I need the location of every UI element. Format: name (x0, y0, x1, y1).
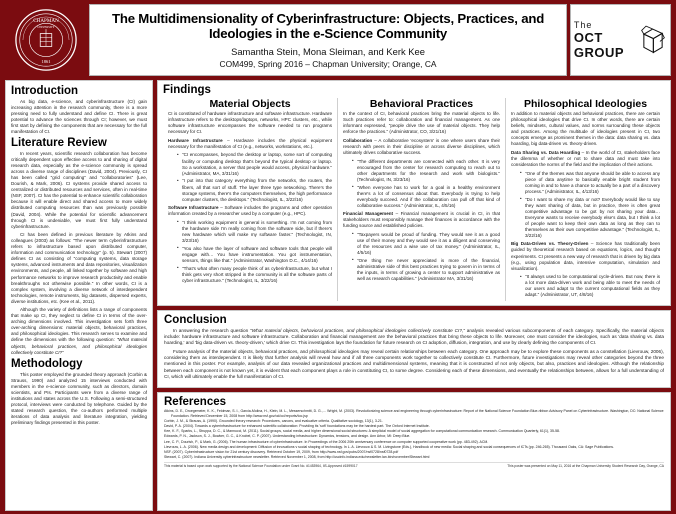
conclusion-heading: Conclusion (164, 313, 227, 326)
reference-item: Kee, K. F., Sparks, L., Struppa, D. C., & Mannucci, M. (2011). Social groups, social media, and higher dimensional social structures: A simplicial model of social aggregation for computational communication research. Communication Quarterly, 61(1), 35-58. (164, 429, 560, 434)
hardware-infrastructure-lead: Hardware Infrastructure (168, 137, 223, 143)
behavioral-practices-intro: In the context of CI, behavioral practices bring the material objects to life. Such practices refer to: collaboration and financial management. As one informant expressed, "people drive the use of material objects. They help enforce the practices." (Administrator, CO, 3/21/16) (343, 111, 500, 135)
list-item: • "Taxpayers would be proud of funding. They would see it as a good use of their money and they would see it as a diligent and conserving of the resources and a wise use of tax money." (Administrator, IL, 4/5/16) (352, 232, 500, 256)
data-sharing-quote-list (511, 171, 660, 239)
poster-header (5, 4, 671, 76)
references-heading: References (164, 395, 227, 408)
software-quote-list (168, 220, 332, 284)
author-list: Samantha Stein, Mona Sleiman, and Kerk Kee (231, 45, 425, 57)
svg-text:CHAPMAN: CHAPMAN (32, 18, 59, 25)
oct-group-logo (570, 4, 671, 76)
data-sharing-body: – In the world of CI, stakeholders face the dilemma of whether or not to share data and must take into consideration the norms of the field and the implication of their actions. (511, 149, 661, 168)
reference-item: Stewart, C. (2007). Indiana University cyberinfrastructure newsletter. Retrieved November 1, 2008, from http://uscinfo.indiana.edu/newsletter.lan.bin/november/Stewart.html (164, 455, 430, 460)
big-data-driven-paragraph (511, 241, 660, 271)
literature-review-paragraph-1: In recent years, scientific research collaboration has become critically dependent upon effective access to and sharing of digital research data, especially as the e-science community is spread across a diverse range of disciplines (David, 2004). Previously, CI has been called "grid computing" and "collaboratories" (Lee, Dourish, & Mark, 2006). CI systems provide shared access to centralized or distributed resources and services, often in real-time (NSF, 2007). CI has the potential to enhance scientific collaboration because it will enable direct and shared access to more widely distributed computing resources than was previously possible (David, 2004). While the potential for scientific advancement through CI is undeniable, we must first fully understand cyberinfrastructure. (11, 151, 147, 229)
svg-text:UNIVERSITY: UNIVERSITY (36, 24, 55, 29)
introduction-heading: Introduction (11, 85, 79, 97)
financial-quote-list (343, 232, 500, 282)
reference-item: Edwards, P. N., Jackson, S. J., Bowker, G. C., & Knobel, C. P. (2007). Understanding infrastructure: Dynamics, tensions, and design. Ann Arbor, MI: Deep Blue. (164, 434, 411, 439)
hardware-quote-list (168, 152, 332, 202)
philosophical-ideologies-column (506, 98, 665, 301)
financial-management-body: – Financial management is crucial in CI, in that stakeholders must responsibly manage their finances in accordance with the funding source and established policies. (343, 211, 501, 229)
hardware-infrastructure-paragraph (168, 138, 332, 150)
oct-group-wordmark (574, 20, 635, 60)
title-block (89, 4, 567, 76)
big-data-driven-lead: Big Data-Driven vs. Theory-Driven (511, 241, 589, 247)
literature-review-paragraph-3 (11, 307, 147, 355)
data-sharing-lead: Data Sharing vs. Data Hoarding (511, 149, 581, 155)
findings-section (157, 80, 671, 306)
findings-columns (163, 98, 665, 301)
list-item: • "I put into that category everything from the networks, the routers, the fibers, all that sort of stuff. The layer three type networking. There's the storage systems, there's the computers themselves, the high performance computer clusters, the desktops." (Technologist, IL, 3/22/16) (177, 178, 332, 202)
funding-note: This material is based upon work supported by the National Science Foundation under Grant No. #1453964, IIS-Approved #1599017 (164, 463, 358, 468)
poster-body (5, 80, 671, 511)
financial-management-lead: Financial Management (343, 211, 394, 217)
material-objects-intro: CI is constituted of hardware infrastructure and software infrastructure. Hardware infrastructure refers to the desktops/laptops, networks, HPC clusters, etc., while software infrastructure encompasses the software needed to run programs necessary for CI. (168, 111, 332, 135)
reference-item: David, P. A. (2004). Towards a cyberinfrastructure for enhanced scientific collaboration: Providing its 'soft' foundations may be the hardest part. The Oxford Internet Institute. (164, 424, 430, 429)
collaboration-body: – A collaborative 'ecosystem' is one where users share their research with peers in their discipline or across diverse disciplines, which ultimately drives collaborative success. (343, 137, 500, 155)
references-section (157, 392, 671, 511)
list-item: • "One of the themes was that anyone should be able to access any piece of data anytime to basically enable bright student from coming in and to have a chance to actually be a part of a discovery process." (Administrator, IL, 4/13/16) (520, 171, 660, 195)
hardware-infrastructure-body: – Hardware includes the physical equipment necessary for the manifestation of CI (e.g., networks, workstations, etc.). (168, 137, 332, 149)
presentation-note: This poster was presented on May 11, 2016 at the Chapman University Student Research Day, Orange, CA (507, 463, 664, 468)
list-item: • "It always used to be computational cycle-driven. But now, there is a lot more data-driven work and being able to meet the needs of our users and adapt to the current computational fields as they adapt." (Administrator, UT, 4/8/16) (520, 274, 660, 298)
philosophical-ideologies-heading: Philosophical Ideologies (523, 97, 648, 110)
seal-year: 1861 (41, 59, 51, 65)
oct-the-label: The (573, 20, 593, 30)
methodology-heading: Methodology (11, 358, 83, 371)
list-item: • "The different departments are connected with each other. It is very encouraged from the center for research computing to reach out to other departments for the research and work with biologists." (Technologist, IN, 3/23/16) (352, 159, 500, 183)
collaboration-paragraph (343, 138, 500, 156)
cube-box-icon (638, 18, 667, 62)
software-infrastructure-lead: Software Infrastructure (168, 205, 219, 211)
list-item: • "That's what often many people think of as cyberinfrastructure, but what I think gets very short stripped in the community is all the software parts of cyber infrastructure." (Technologist, IL, 3/22/16) (177, 266, 332, 284)
collaboration-quote-list (343, 159, 500, 209)
funding-footer (164, 462, 664, 468)
material-objects-heading: Material Objects (209, 97, 291, 110)
collaboration-lead: Collaboration (343, 137, 373, 143)
chapman-university-logo (5, 4, 86, 76)
affiliation-line: COM499, Spring 2016 – Chapman University; Orange, CA (219, 59, 437, 70)
data-sharing-paragraph (511, 150, 660, 168)
financial-management-paragraph (343, 211, 500, 229)
research-question: "What material objects, behavioral practices, and philosophical ideologies collectively constitute CI?" (11, 337, 148, 355)
left-column (5, 80, 153, 511)
reference-item: Lee, C. P., Dourish, P., & Mark, G. (2006). The human infrastructure of cyberinfrastructure. In Proceedings of the 2006 20th anniversary conference on computer supported cooperative work (pp. 483-492). ACM. (164, 439, 489, 444)
methodology-paragraph: This poster employed the grounded theory approach (Corbin & Strauss, 1990) and analyzed 15 interviews conducted with members in the e-science community, such as directors, domain scientists, and PIs. Participants were from a diverse range of institutions and states across the U.S. Following a semi-structured protocol, interviews were conducted by telephone. Guided by the stated research question, the co-authors performed multiple iterations of data analysis and literature integration, yielding preliminary findings presented in this poster. (11, 371, 147, 426)
material-objects-column (163, 98, 338, 301)
findings-heading: Findings (163, 84, 211, 96)
software-infrastructure-body: – Software includes the programs and other operation information created by a researcher used by a computer (e.g., HPC). (168, 205, 333, 217)
right-column (157, 80, 671, 511)
behavioral-practices-column (338, 98, 506, 301)
reference-item: Atkins, D. E., Droegemeier, K. K., Feldman, S. I., Garcia-Molina, H., Klein, M. L., Messerschmitt, D. G.,… Wright, M. (2003). Revolutionizing science and engineering through cyberinfrastructure: Report of the National Science Foundation Blue-ribbon Advisory Panel on Cyberinfrastructure. Washington, DC: National Science Foundation. Retrieved December 15, 2008 from http://www.nsf.gov/od/oci/reports/toc.jsp (164, 409, 664, 418)
oct-group-label: OCT GROUP (573, 30, 624, 60)
conclusion-research-question: "What material objects, behavioral practices, and philosophical ideologies collectively constitute CI?," (250, 327, 465, 333)
conclusion-p1-post: analysis revealed various subcomponents of each category. Specifically, the material objects include: hardware infrastructure and software infrastructure. Collaboration and financial management are the behavioral practices that bring these objects to life. Moreover, one must consider the ideologies, such as 'data sharing vs. data hoarding,' and 'big data-driven vs. theory-driven,' which drive CI. This investigation lays the foundation for future research on CI adoption, diffusion, integration, and use by clearly defining the components of CI. (164, 327, 665, 346)
list-item: • "When everyone has to work for a goal in a healthy environment there's a lot of consensus about that. Everybody is trying to help everybody succeed. And if the collaboration can pull off that kind of collaborative success." (Administrator, IL, 4/5/16) (352, 185, 500, 209)
literature-review-paragraph-2: CI has been defined in previous literature by Atkins and colleagues (2003) as follows: "The newer term cyberinfrastructure refers to infrastructure based upon distributed computer, information and communication technology" (p. 5). Stewart (2007) defines CI as consisting of "computing systems, data storage systems, advanced instruments and data repositories, visualization environments, and people, all linked together by software and high performance networks to improve research productivity and enable breakthroughs not otherwise possible." In other words, CI is a complex system, involving a diverse network of interdependent technologies, remote instruments, big datasets, dispersed experts, diverse institutions, etc. (Kee et al., 2011). (11, 232, 147, 304)
page-title: The Multidimensionality of Cyberinfrastructure: Objects, Practices, and Ideologies in the e-Science Community (111, 10, 545, 42)
list-item: • "You also have the layer of software and software tools that people will engage with… You have instrumentation. You got instrumentation, sensors, things like that." (Administrator, Washington D.C., 4/14/16) (177, 246, 332, 264)
reference-item: Lievrouw, L. A. (2006). New media design and development: Diffusion of innovations v social shaping of technology. In L. A. Lievrouw & S. M. Livingstone (Eds.), Handbook of new media: Social shaping and social consequences of ICTs (pp. 246-265). Thousand Oaks, CA: Sage Publications. (164, 444, 615, 449)
literature-review-heading: Literature Review (11, 137, 107, 150)
software-infrastructure-paragraph (168, 205, 332, 217)
philosophical-ideologies-intro: In addition to material objects and behavioral practices, there are certain philosophical ideologies that drive CI. In other words, there are certain beliefs, mindsets, cultural values, and norms surrounding these objects and practices. Among the multitude of ideologies present in CI, two concepts emerge as prominent themes in the data: data sharing vs. data hoarding, big data-driven vs. theory-driven. (511, 111, 660, 147)
conclusion-paragraph-1 (164, 328, 664, 347)
big-data-quote-list (511, 274, 660, 298)
reference-item: Corbin, J. M., & Strauss, A. (1990). Grounded theory research: Procedures, canons, and evaluative criteria. Qualitative sociology, 13(1), 3-21. (164, 418, 383, 423)
conclusion-section (157, 310, 671, 388)
behavioral-practices-heading: Behavioral Practices (369, 97, 474, 110)
list-item: • "CI encompasses, beyond the desktop or laptop, some sort of computing facility or computing desktop that's beyond the typical desktop or laptop. So a workstation, a server that people would access, physical hardware." (Administrator, MA, 3/31/16) (177, 152, 332, 176)
university-seal-icon (14, 8, 78, 72)
introduction-paragraph: As big data, e-science, and cyberinfrastructure (CI) gain increasing attention in the research community, there is a more pressing need to fully understand and define CI. There is great potential to advance the sciences through CI; however, we must first start by defining the components that are necessary for the full manifestation of CI. (11, 98, 147, 134)
list-item: • "I think working equipment in general is something. I'm not coming from the hardware side I'm really coming from the software side, but if there's new hardware which will make my software faster." (Technologist, IN, 3/23/16) (177, 220, 332, 244)
big-data-driven-body: – Science has traditionally been guided by theoretical research based on equations, logics, and thought experiments. CI presents a new way of research that is driven by big data (e.g., using population data, intensive computation, simulation and visualization). (511, 241, 660, 271)
conclusion-p1-pre: In answering the research question (173, 327, 251, 333)
reference-item: NSF. (2007). Cyberinfrastructure vision for 21st century discovery. Retrieved October 19, 2009, from http://www.nsf.gov/pubs/2007/nsf0728/nsf0728.pdf (164, 450, 399, 455)
litrev-p3-text: Although the variety of definitions lists a range of components that make up CI, they neglect to define CI in terms of the over-arching dimensions involved. This investigation sets forth three over-arching dimensions: material objects, behavioral practices, and philosophical ideologies. This research serves to examine and define the dimensions with the following question: (11, 307, 147, 343)
list-item: • "One thing I've never appreciated is more of the financial, administrative side of this best practices trying to govern in in terms of the inputs, in terms of growing a center to support administrative as well as research capabilities." (Administrator MA, 3/31/16) (352, 258, 500, 282)
list-item: • "Do I want to share my data or not? Everybody would like to say they want sharing of data, but in practice, there is often great competitive advantage to be got by not sharing your data…Everyone wants to receive everybody else's data, but I think a lot of people want to keep their own data as long as they can to themselves as their own competitive advantage." (Technologist, IL, 3/22/16) (520, 197, 660, 239)
conclusion-paragraph-2: Future analysis of the material objects, behavioral practices, and philosophical ideologies may reveal certain relationships between each category. One approach may be to explore these components as a constellation (Lievrouw, 2006), considering them as interdependent. It is likely that further analysis will reveal how and if all three components work together to collectively constitute CI. Furthermore, future investigations may reveal other categories beyond the three mentioned in this poster. For example, analysis of our data revealed organizational practices and multidimensional systems, meaning that it is constructed of not only objects, but also, practices and ideologies. Although the relationship between each component is not known yet, it is evident that each component plays a role in constituting CI, to some degree. Considering each of these dimensions, and eventually the relationships between, allows for a full understanding of CI, which will ultimately enable the full manifestation of CI. (164, 348, 664, 380)
